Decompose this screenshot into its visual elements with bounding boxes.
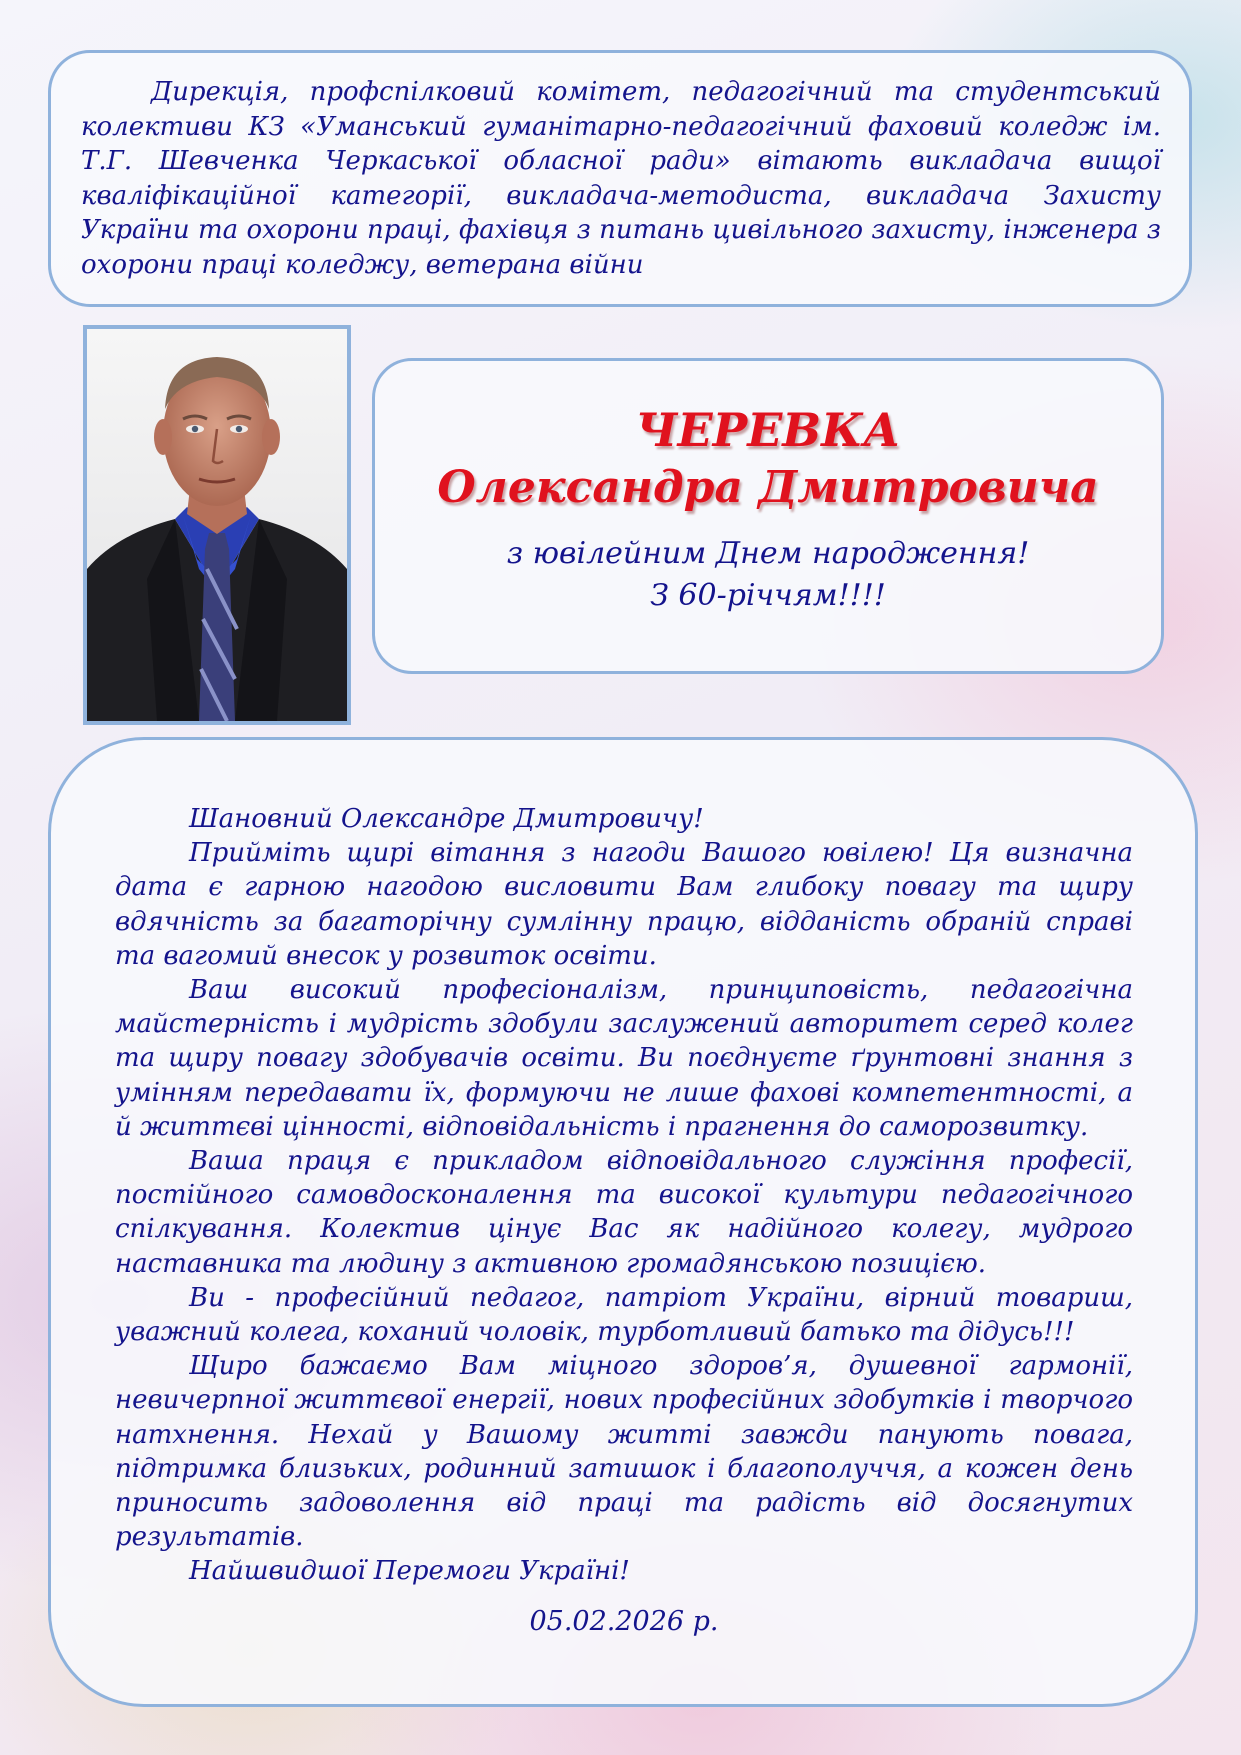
letter-greeting: Шановний Олександре Дмитровичу! [189, 804, 704, 834]
letter-paragraph: Ви - професійний педагог, патріот України, вірний товариш, уважний колега, коханий чоловік, турботливий батько та дідусь!!! [115, 1282, 1133, 1348]
anniversary-wish: З 60-річчям!!!! [650, 578, 886, 613]
portrait-illustration [87, 329, 347, 721]
portrait-photo [83, 325, 351, 725]
birthday-wish: з ювілейним Днем народження! [506, 536, 1030, 571]
honoree-surname: ЧЕРЕВКА [635, 403, 901, 457]
letter-closing: Найшвидшої Перемоги Україні! [189, 1556, 630, 1587]
honoree-panel [372, 358, 1164, 674]
letter-paragraph: Прийміть щирі вітання з нагоди Вашого ювілею! Ця визначна дата є гарною нагодою висловити Вам глибоку повагу та щиру вдячність за багаторічну сумлінну працю, відданість обраній справі та вагомий внесок у розвиток освіти. [115, 838, 1133, 971]
letter-date: 05.02.2026 р. [529, 1605, 719, 1637]
honoree-given-names: Олександра Дмитровича [437, 462, 1099, 513]
intro-text: Дирекція, профспілковий комітет, педагогічний та студентський колективи КЗ «Уманський гуманітарно-педагогічний фаховий коледж ім. Т.Г. Шевченка Черкаської обласної ради» вітають викладача вищої кваліфікаційної категорії, викладача-методиста, викладача Захисту України та охорони праці, фахівця з питань цивільного захисту, інженера з охорони праці коледжу, ветерана війни [81, 77, 1161, 280]
letter-panel [48, 737, 1198, 1707]
intro-panel [48, 50, 1192, 307]
letter-paragraph: Ваша праця є прикладом відповідального служіння професії, постійного самовдосконалення та високої культури педагогічного спілкування. Колектив цінує Вас як надійного колегу, мудрого наставника та людину з активною громадянською позицією. [115, 1146, 1133, 1279]
letter-paragraph: Ваш високий професіоналізм, принциповість, педагогічна майстерність і мудрість здобули заслужений авторитет серед колег та щиру повагу здобувачів освіти. Ви поєднуєте ґрунтовні знання з умінням передавати їх, формуючи не лише фахові компетентності, а й життєві цінності, відповідальність і прагнення до саморозвитку. [115, 975, 1133, 1142]
letter-paragraph: Щиро бажаємо Вам міцного здоров’я, душевної гармонії, невичерпної життєвої енергії, нових професійних здобутків і творчого натхнення. Нехай у Вашому житті завжди панують повага, підтримка близьких, родинний затишок і благополуччя, а кожен день приносить задоволення від праці та радість від досягнутих результатів. [115, 1351, 1133, 1553]
